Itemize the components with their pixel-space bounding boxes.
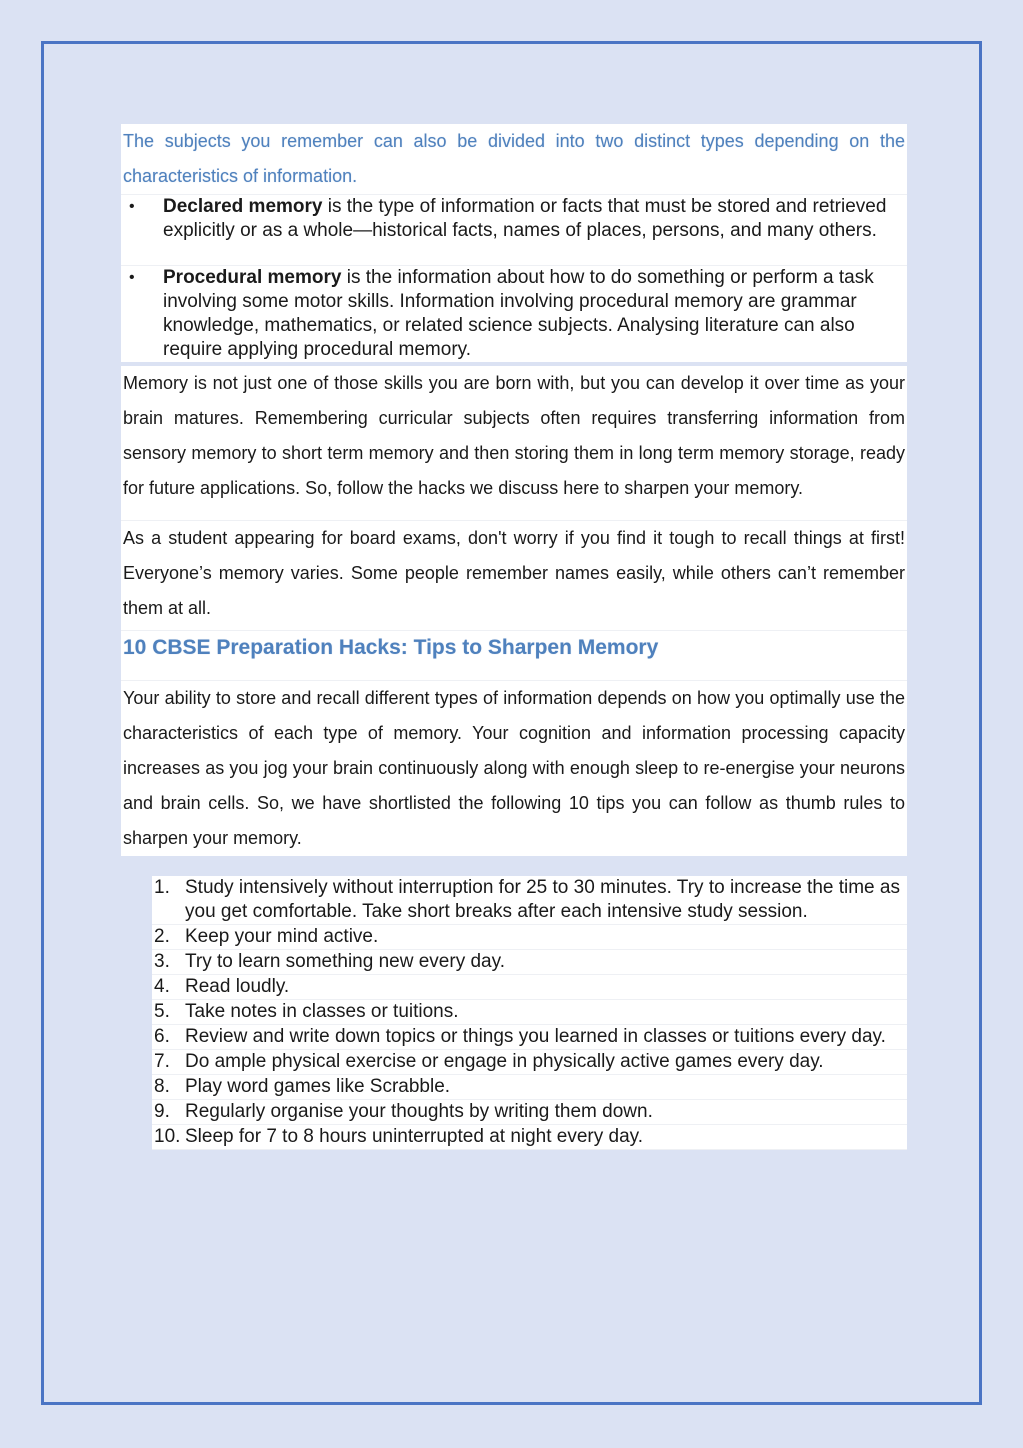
list-item [152, 1050, 907, 1075]
spacer [121, 506, 907, 521]
list-item [152, 1125, 907, 1150]
document-content [121, 124, 907, 1150]
description-procedural-memory: is the information about how to do something or perform a task involving some motor skills. Information involving procedural memory are grammar knowledge, mathematics, or related science subjects. Analysing literature can also require applying procedural memory. [163, 267, 874, 360]
list-item [152, 1025, 907, 1050]
section-title-block [121, 631, 907, 665]
list-number: 3. [154, 951, 170, 972]
list-number: 2. [154, 926, 170, 947]
list-number: 8. [154, 1076, 170, 1097]
tip-text: Take notes in classes or tuitions. [185, 1001, 459, 1022]
list-item [152, 975, 907, 1000]
list-number: 7. [154, 1051, 170, 1072]
tip-text: Read loudly. [185, 976, 290, 997]
paragraph-block-2 [121, 521, 907, 626]
memory-types-list [121, 194, 907, 362]
list-number: 5. [154, 1001, 170, 1022]
tip-text: Study intensively without interruption for 25 to 30 minutes. Try to increase the time as you get comfortable. Take short breaks after each intensive study session. [185, 877, 900, 922]
list-number: 10. [154, 1126, 181, 1147]
intro-text: The subjects you remember can also be divided into two distinct types depending on the characteristics of information. [123, 131, 905, 186]
list-item [152, 1075, 907, 1100]
bullet-icon: • [129, 269, 135, 286]
term-declared-memory: Declared memory [163, 196, 323, 217]
paragraph-block-3 [121, 681, 907, 856]
tip-text: Try to learn something new every day. [185, 951, 505, 972]
list-number: 4. [154, 976, 170, 997]
tip-text: Play word games like Scrabble. [185, 1076, 451, 1097]
bullet-icon: • [129, 198, 135, 215]
tips-list [152, 876, 907, 1150]
paragraph-store-recall: Your ability to store and recall different types of information depends on how you optimally use the characteristics of each type of memory. Your cognition and information processing capacity increases as you jog your brain continuously along with enough sleep to re-energise your neurons and brain cells. So, we have shortlisted the following 10 tips you can follow as thumb rules to sharpen your memory. [123, 688, 905, 848]
list-number: 9. [154, 1101, 170, 1122]
list-number: 1. [154, 877, 170, 898]
list-item [152, 876, 907, 925]
list-item [152, 1100, 907, 1125]
list-number: 6. [154, 1026, 170, 1047]
paragraph-board-exams: As a student appearing for board exams, don't worry if you find it tough to recall things at first! Everyone’s memory varies. Some people remember names easily, while others can’t remember them at all. [123, 528, 905, 618]
tip-text: Keep your mind active. [185, 926, 379, 947]
section-title: 10 CBSE Preparation Hacks: Tips to Sharpen Memory [123, 636, 659, 659]
intro-block [121, 124, 907, 362]
list-item [121, 194, 907, 243]
list-item [152, 950, 907, 975]
tip-text: Do ample physical exercise or engage in physically active games every day. [185, 1051, 824, 1072]
paragraph-block-1 [121, 366, 907, 506]
description-declared-memory: is the type of information or facts that must be stored and retrieved explicitly or as a whole—historical facts, names of places, persons, and many others. [163, 196, 887, 241]
list-item [152, 1000, 907, 1025]
paragraph-memory-development: Memory is not just one of those skills you are born with, but you can develop it over time as your brain matures. Remembering curricular subjects often requires transferring information from sensory memory to short term memory and then storing them in long term memory storage, ready for future applications. So, follow the hacks we discuss here to sharpen your memory. [123, 373, 905, 498]
tip-text: Review and write down topics or things you learned in classes or tuitions every day. [185, 1026, 886, 1047]
list-item [152, 925, 907, 950]
term-procedural-memory: Procedural memory [163, 267, 342, 288]
list-item [121, 265, 907, 362]
spacer [121, 665, 907, 681]
tip-text: Sleep for 7 to 8 hours uninterrupted at night every day. [185, 1126, 644, 1147]
tip-text: Regularly organise your thoughts by writing them down. [185, 1101, 653, 1122]
